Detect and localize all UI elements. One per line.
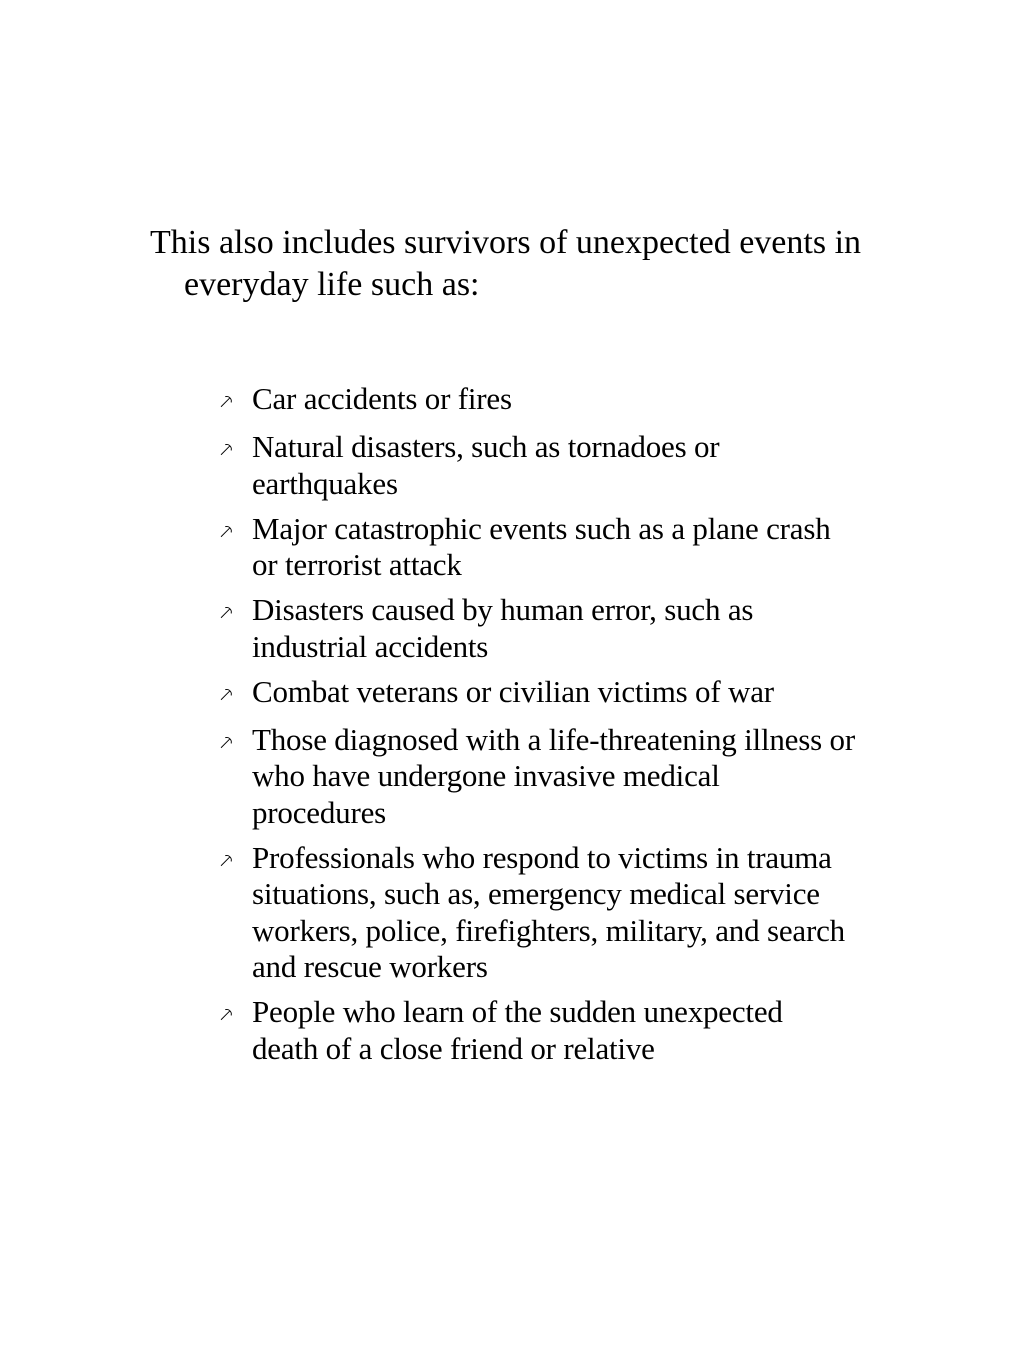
list-item-text: Car accidents or fires [252, 381, 512, 416]
bullet-icon: ⸕ [218, 389, 235, 414]
bullet-icon: ⸕ [218, 681, 235, 707]
intro-paragraph: This also includes survivors of unexpected events in everyday life such as: [150, 224, 862, 303]
list-item [216, 592, 856, 665]
list-item-text: Those diagnosed with a life-threatening illness or who have undergone invasive medical procedures [252, 721, 855, 830]
bullet-icon: ⸕ [218, 600, 235, 625]
list-item [216, 511, 856, 584]
bullet-icon: ⸕ [218, 437, 235, 462]
list-item [216, 994, 856, 1067]
list-item [216, 381, 856, 421]
list-item [216, 840, 856, 986]
bullet-icon: ⸕ [218, 1002, 235, 1027]
list-item [216, 674, 856, 714]
bullet-icon: ⸕ [218, 518, 235, 544]
list-item-text: Disasters caused by human error, such as industrial accidents [252, 592, 754, 664]
list-item-text: People who learn of the sudden unexpected death of a close friend or relative [252, 994, 783, 1066]
bullet-icon: ⸕ [218, 847, 235, 873]
list-item-text: Natural disasters, such as tornadoes or earthquakes [252, 429, 720, 501]
list-item [216, 429, 856, 502]
list-item-text: Major catastrophic events such as a plane crash or terrorist attack [252, 510, 831, 582]
list-item-text: Professionals who respond to victims in trauma situations, such as, emergency medical service workers, police, firefighters, military, and search and rescue workers [252, 839, 845, 984]
bullet-list [216, 381, 856, 1076]
bullet-icon: ⸕ [218, 729, 235, 755]
list-item-text: Combat veterans or civilian victims of war [252, 673, 774, 709]
list-item [216, 722, 856, 832]
